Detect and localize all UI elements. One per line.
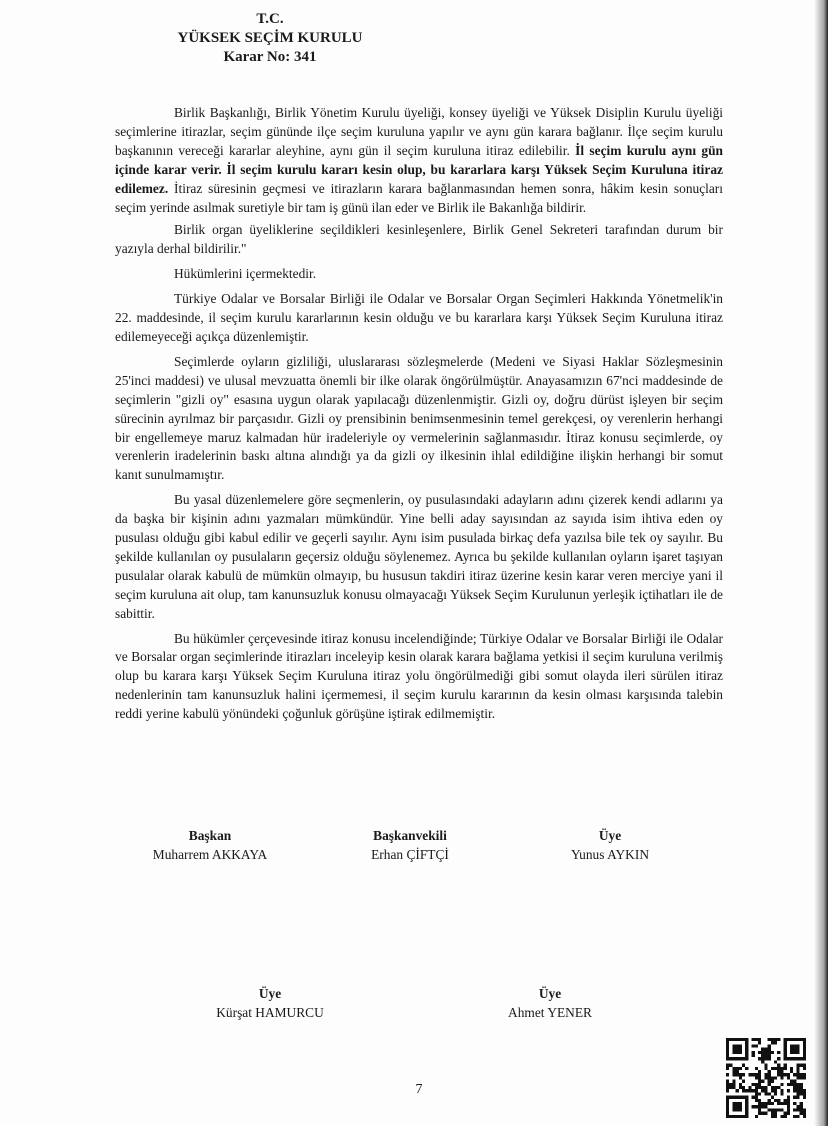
document-body (115, 104, 723, 730)
signature-role: Üye (258, 986, 282, 1001)
paragraph-7: Bu hükümler çerçevesinde itiraz konusu incelendiğinde; Türkiye Odalar ve Borsalar Birliği ile Odalar ve Borsalar organ seçimlerinde itirazları inceleyip kesin olarak karara bağlama yetkisi il seçim kuruluna verilmiş olup bu karara karşı Yüksek Seçim Kuruluna itiraz yolu öngörülmediği gibi somut olayda ileri sürülen itiraz nedenlerinin tam kanunsuzluk halini içermemesi, il seçim kurulu kararının da kesin olması karşısında talebin reddi yerine kabulü yönündeki çoğunluk görüşüne iştirak edilmemiştir. (115, 630, 723, 722)
paragraph-3: Hükümlerini içermektedir. (174, 266, 317, 282)
paragraph-1-part-c: İtiraz süresinin geçmesi ve itirazların karara bağlanmasından hemen sonra, hâkim kesin sonuçları seçim yerinde asılmak suretiyle bir tam iş günü ilan eder ve Birlik ile Bakanlığa bildirir. (115, 180, 723, 215)
paragraph-4: Türkiye Odalar ve Borsalar Birliği ile Odalar ve Borsalar Organ Seçimleri Hakkında Yönetmelik'in 22. maddesinde, il seçim kurulu kararlarının kesin olduğu ve bu kararlara karşı Yüksek Seçim Kuruluna itiraz edilemeyeceği açıkça düzenlemiştir. (115, 291, 723, 344)
signature-name: Ahmet YENER (508, 1005, 592, 1020)
signature-member-3 (475, 984, 625, 1022)
page-number: 7 (415, 1082, 423, 1097)
paragraph-5: Seçimlerde oyların gizliliği, uluslararası sözleşmelerde (Medeni ve Siyasi Haklar Sözleşmesinin 25'inci maddesi) ve ulusal mevzuatta önemli bir ilke olarak öngörülmüştür. Anayasamızın 67'nci maddesinde de seçimlerin "gizli oy" esasına uygun olarak yapılacağı düzenlenmiştir. Gizli oy, doğru dürüst işleyen bir seçim sürecinin ayrılmaz bir parçasıdır. Gizli oy prensibinin benimsenmesinin temel gerekçesi, oy verenlerin herhangi bir engellemeye maruz kalmadan hür iradeleriyle oy vermelerinin sağlanmasıdır. İtiraz konusu seçimlerde, oy verenlerin iradelerinin baskı altına alındığı ya da gizli oy ilkesinin ihlal edildiğine ilişkin herhangi bir somut kanıt sunulmamıştır. (115, 353, 723, 483)
signature-name: Kürşat HAMURCU (216, 1005, 324, 1020)
paragraph-6: Bu yasal düzenlemelere göre seçmenlerin, oy pusulasındaki adayların adını çizerek kendi adlarını ya da başka bir kişinin adını yazmaları mümkündür. Yine belli aday sayısından az sayıda isim ihtiva eden oy pusulası olduğu gibi kabul edilir ve geçerli sayılır. Aynı isim pusulada birkaç defa yazılsa bile tek oy sayılır. Bu şekilde kullanılan oy pusulaların geçersiz olduğu söylenemez. Ayrıca bu şekilde kullanılan oyların işaret taşıyan pusulalar olarak kabulü de mümkün olmayıp, bu hususun takdiri itiraz üzerine kesin karar veren merciye yani il seçim kuruluna ait olup, tam kanunsuzluk konusu olmayacağı Yüksek Seçim Kurulunun yerleşik içtihatları ile de sabittir. (115, 492, 723, 621)
signature-president (130, 826, 290, 864)
paragraph-1 (115, 104, 723, 217)
paragraph-1-bold-part: İl seçim kurulu aynı gün içinde karar verir. İl seçim kurulu kararı kesin olup, bu kararlara karşı Yüksek Seçim Kuruluna itiraz edilemez. (115, 142, 723, 196)
signature-vice-president (335, 826, 485, 864)
signature-member-1 (535, 826, 685, 864)
signature-name: Erhan ÇİFTÇİ (371, 847, 449, 862)
header-country: T.C. (256, 11, 284, 27)
paragraph-2: Birlik organ üyeliklerine seçildikleri kesinleşenlere, Birlik Genel Sekreteri tarafından durum bir yazıyla derhal bildirilir." (115, 222, 723, 257)
signature-role: Başkanvekili (373, 828, 447, 843)
header-institution: YÜKSEK SEÇİM KURULU (177, 30, 363, 46)
signature-role: Üye (598, 828, 622, 843)
qr-code-icon (726, 1038, 806, 1118)
document-header (120, 10, 420, 67)
header-decision-number: Karar No: 341 (223, 49, 317, 65)
signature-role: Üye (538, 986, 562, 1001)
signature-role: Başkan (188, 828, 232, 843)
signature-name: Yunus AYKIN (570, 847, 649, 862)
signature-member-2 (190, 984, 350, 1022)
scan-edge-shadow (814, 0, 828, 1126)
paragraph-1-part-a: Birlik Başkanlığı, Birlik Yönetim Kurulu üyeliği, konsey üyeliği ve Yüksek Disiplin Kurulu üyeliği seçimlerine itirazlar, seçim gününde ilçe seçim kuruluna yapılır ve aynı gün karara bağlanır. İlçe seçim kurulu başkanının vereceği kararlar aleyhine, aynı gün il seçim kuruluna itiraz edilebilir. (115, 105, 723, 158)
signature-name: Muharrem AKKAYA (152, 847, 268, 862)
